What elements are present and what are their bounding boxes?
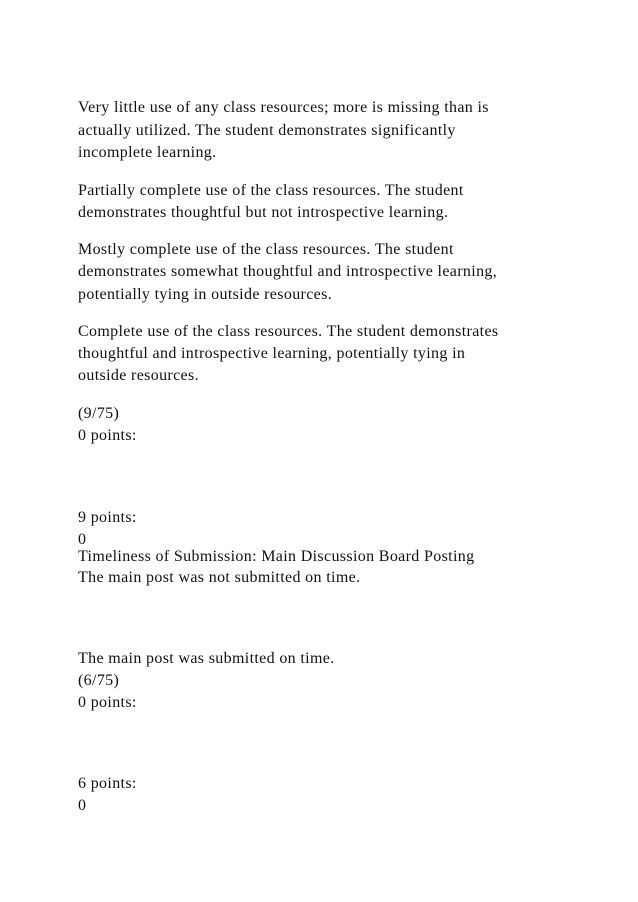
score-value-2: 0 [78,797,87,814]
paragraph-1-line-1: Very little use of any class resources; more is missing than is [78,99,489,116]
score-fraction-1: (9/75) [78,405,120,422]
paragraph-4-line-2: thoughtful and introspective learning, potentially tying in [78,345,466,362]
timeliness-on-time: The main post was submitted on time. [78,650,335,667]
paragraph-3-line-3: potentially tying in outside resources. [78,286,333,303]
score-value-1: 0 [78,531,87,548]
timeliness-not-on-time: The main post was not submitted on time. [78,569,361,586]
paragraph-4-line-3: outside resources. [78,367,199,384]
zero-points-label-2: 0 points: [78,694,137,711]
paragraph-3-line-2: demonstrates somewhat thoughtful and introspective learning, [78,263,498,280]
paragraph-1-line-3: incomplete learning. [78,144,217,161]
max-points-label-2: 6 points: [78,775,137,792]
paragraph-2-line-2: demonstrates thoughtful but not introspective learning. [78,204,449,221]
paragraph-2-line-1: Partially complete use of the class resources. The student [78,182,464,199]
score-fraction-2: (6/75) [78,672,120,689]
zero-points-label-1: 0 points: [78,427,137,444]
paragraph-4-line-1: Complete use of the class resources. The student demonstrates [78,323,499,340]
timeliness-title: Timeliness of Submission: Main Discussion Board Posting [78,548,475,565]
paragraph-3-line-1: Mostly complete use of the class resources. The student [78,241,454,258]
max-points-label-1: 9 points: [78,509,137,526]
paragraph-1-line-2: actually utilized. The student demonstrates significantly [78,122,456,139]
